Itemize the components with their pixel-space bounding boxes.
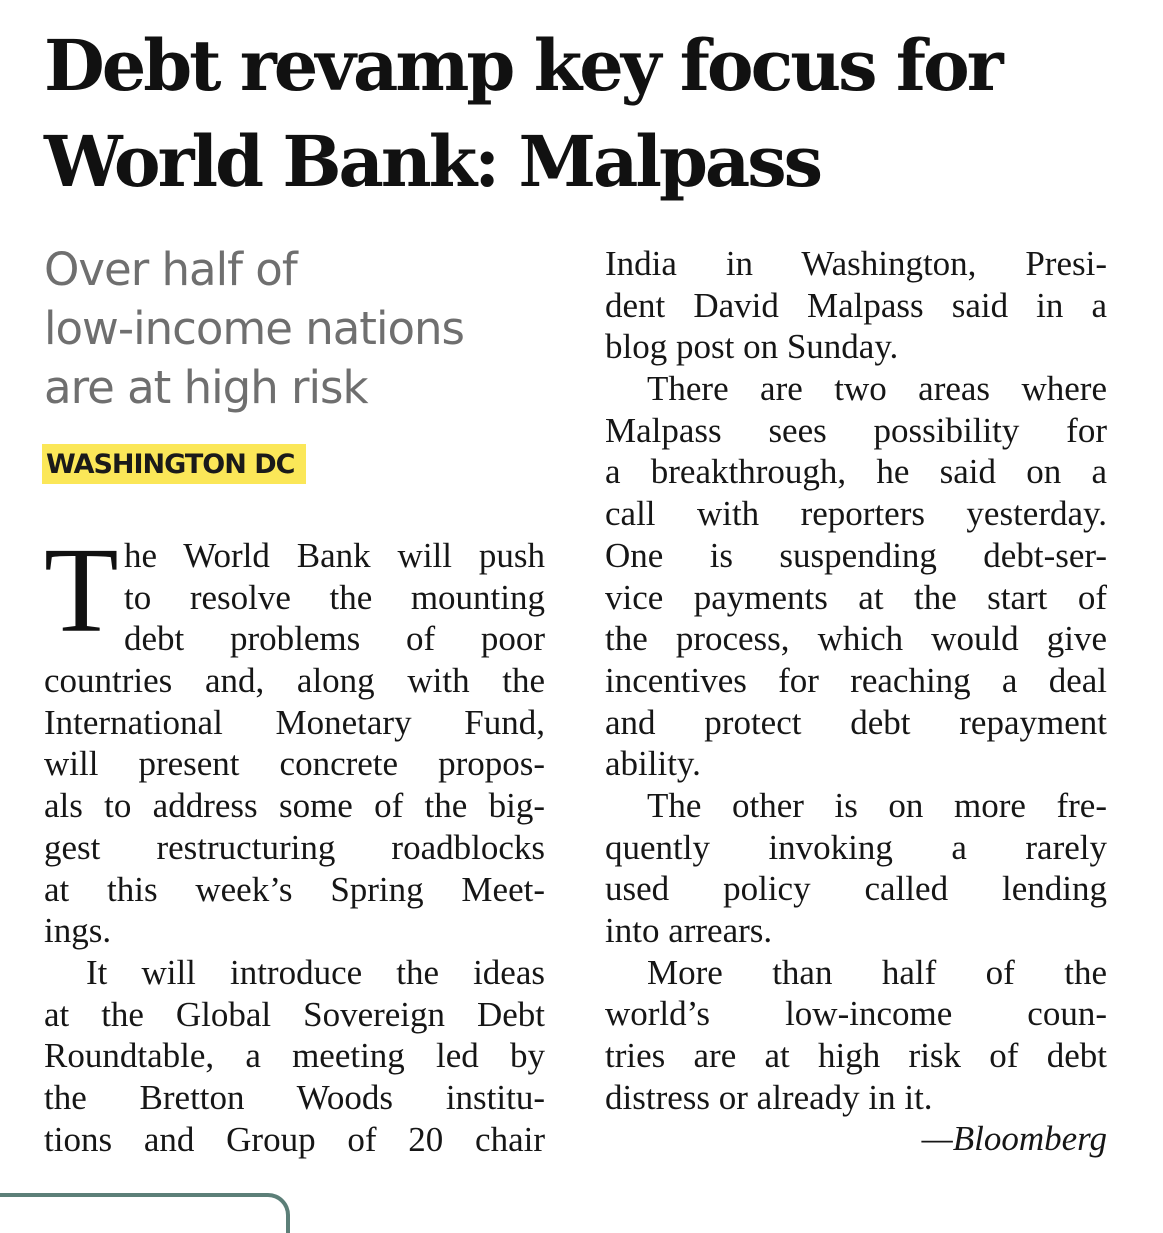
text-line: There are two areas where: [647, 369, 1107, 409]
text-line: distress or already in it.: [605, 1077, 933, 1117]
text-line: will present concrete propos-: [44, 744, 545, 784]
dateline-badge: WASHINGTON DC: [42, 444, 306, 484]
text-line: into arrears.: [605, 911, 773, 950]
text-line: More than half of the: [647, 952, 1107, 992]
text-line: Roundtable, a meeting led by: [44, 1036, 545, 1076]
text-line: One is suspending debt-ser-: [605, 535, 1107, 575]
text-line: debt problems of poor: [124, 619, 545, 659]
text-line: the Bretton Woods institu-: [44, 1077, 545, 1117]
text-line: at the Global Sovereign Debt: [44, 994, 545, 1034]
subheadline-line: low-income nations: [44, 302, 464, 355]
decorative-corner-rule: [0, 1193, 290, 1233]
text-line: the process, which would give: [605, 619, 1107, 659]
headline-line: World Bank: Malpass: [44, 120, 821, 203]
text-line: ings.: [44, 911, 112, 951]
text-line: countries and, along with the: [44, 661, 545, 701]
subheadline-line: are at high risk: [44, 361, 368, 414]
source-credit: —Bloomberg: [921, 1119, 1107, 1159]
subheadline: [44, 240, 564, 417]
article-column-left: [44, 523, 545, 1160]
text-line: he World Bank will push: [124, 536, 545, 575]
text-line: ability.: [605, 744, 701, 784]
text-line: quently invoking a rarely: [605, 827, 1107, 867]
text-line: als to address some of the big-: [44, 786, 545, 826]
text-line: tries are at high risk of debt: [605, 1036, 1107, 1076]
headline: [44, 18, 1134, 210]
headline-line: Debt revamp key focus for: [44, 24, 1001, 107]
text-line: incentives for reaching a deal: [605, 660, 1107, 700]
text-line: and protect debt repayment: [605, 702, 1107, 742]
text-line: tions and Group of 20 chair: [44, 1119, 545, 1159]
text-line: The other is on more fre-: [647, 785, 1107, 825]
text-line: India in Washington, Presi-: [605, 244, 1107, 283]
text-line: at this week’s Spring Meet-: [44, 869, 545, 909]
text-line: used policy called lending: [605, 869, 1107, 909]
subheadline-line: Over half of: [44, 243, 297, 296]
text-line: It will introduce the ideas: [86, 952, 545, 992]
text-line: Malpass sees possibility for: [605, 410, 1107, 450]
text-line: International Monetary Fund,: [44, 702, 545, 742]
drop-cap: T: [44, 523, 119, 658]
text-line: a breakthrough, he said on a: [605, 452, 1107, 492]
text-line: gest restructuring roadblocks: [44, 827, 545, 867]
text-line: vice payments at the start of: [605, 577, 1107, 617]
article-column-right: [605, 243, 1107, 1160]
text-line: blog post on Sunday.: [605, 327, 899, 367]
text-line: to resolve the mounting: [124, 577, 545, 617]
text-line: world’s low-income coun-: [605, 994, 1107, 1034]
text-line: dent David Malpass said in a: [605, 285, 1107, 325]
text-line: call with reporters yesterday.: [605, 494, 1107, 534]
